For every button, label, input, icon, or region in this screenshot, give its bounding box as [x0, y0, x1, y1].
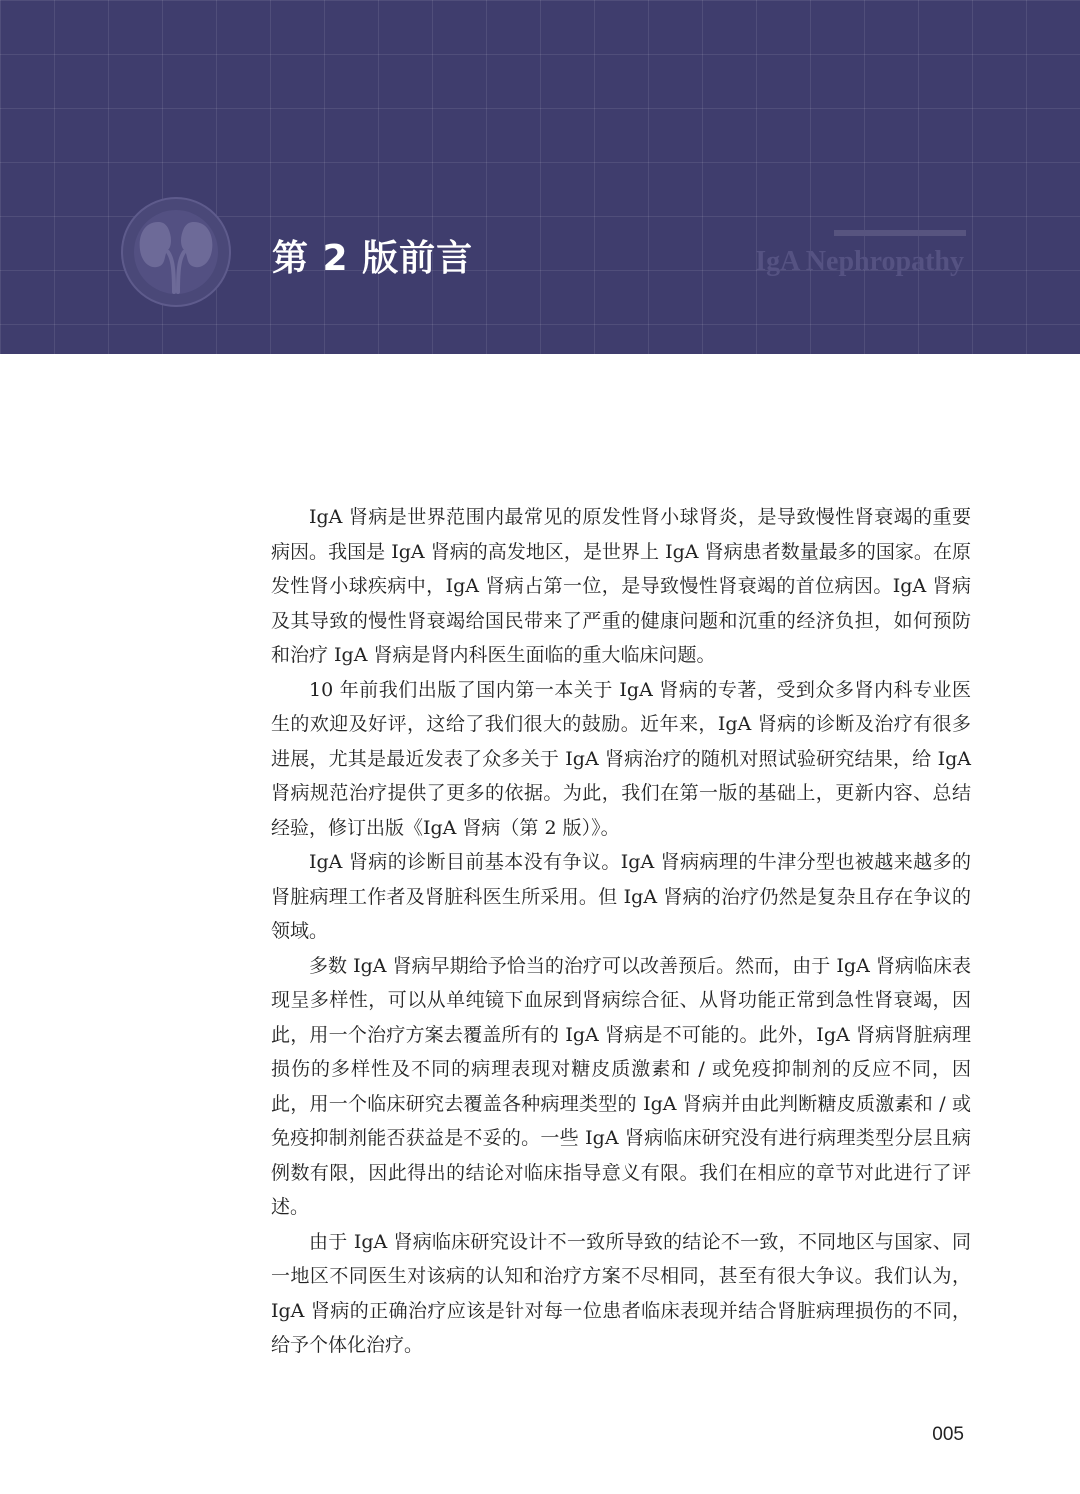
- paragraph: 10 年前我们出版了国内第一本关于 IgA 肾病的专著，受到众多肾内科专业医生的欢迎及好评，这给了我们很大的鼓励。近年来，IgA 肾病的诊断及治疗有很多进展，尤其是最近发表了众多关于 IgA 肾病治疗的随机对照试验研究结果，给 IgA 肾病规范治疗提供了更多的依据。为此，我们在第一版的基础上，更新内容、总结经验，修订出版《IgA 肾病（第 2 版）》。: [271, 678, 971, 839]
- preface-body: [271, 500, 971, 1363]
- chapter-title: 第 2 版前言: [272, 238, 474, 279]
- chapter-header-band: [0, 0, 1080, 354]
- kidney-icon: [120, 196, 232, 308]
- page-number: 005: [932, 1424, 964, 1445]
- paragraph: IgA 肾病是世界范围内最常见的原发性肾小球肾炎，是导致慢性肾衰竭的重要病因。我国是 IgA 肾病的高发地区，是世界上 IgA 肾病患者数量最多的国家。在原发性肾小球疾病中，IgA 肾病占第一位，是导致慢性肾衰竭的首位病因。IgA 肾病及其导致的慢性肾衰竭给国民带来了严重的健康问题和沉重的经济负担，如何预防和治疗 IgA 肾病是肾内科医生面临的重大临床问题。: [271, 506, 971, 666]
- paragraph: 由于 IgA 肾病临床研究设计不一致所导致的结论不一致，不同地区与国家、同一地区不同医生对该病的认知和治疗方案不尽相同，甚至有很大争议。我们认为，IgA 肾病的正确治疗应该是针对每一位患者临床表现并结合肾脏病理损伤的不同，给予个体化治疗。: [271, 1230, 971, 1356]
- book-title-watermark: IgA Nephropathy: [755, 246, 964, 277]
- paragraph: 多数 IgA 肾病早期给予恰当的治疗可以改善预后。然而，由于 IgA 肾病临床表现呈多样性，可以从单纯镜下血尿到肾病综合征、从肾功能正常到急性肾衰竭，因此，用一个治疗方案去覆盖所有的 IgA 肾病是不可能的。此外，IgA 肾病肾脏病理损伤的多样性及不同的病理表现对糖皮质激素和 / 或免疫抑制剂的反应不同，因此，用一个临床研究去覆盖各种病理类型的 IgA 肾病并由此判断糖皮质激素和 / 或免疫抑制剂能否获益是不妥的。一些 IgA 肾病临床研究没有进行病理类型分层且病例数有限，因此得出的结论对临床指导意义有限。我们在相应的章节对此进行了评述。: [271, 954, 971, 1218]
- title-rule: [834, 230, 966, 236]
- paragraph: IgA 肾病的诊断目前基本没有争议。IgA 肾病病理的牛津分型也被越来越多的肾脏病理工作者及肾脏科医生所采用。但 IgA 肾病的治疗仍然是复杂且存在争议的领域。: [271, 851, 971, 942]
